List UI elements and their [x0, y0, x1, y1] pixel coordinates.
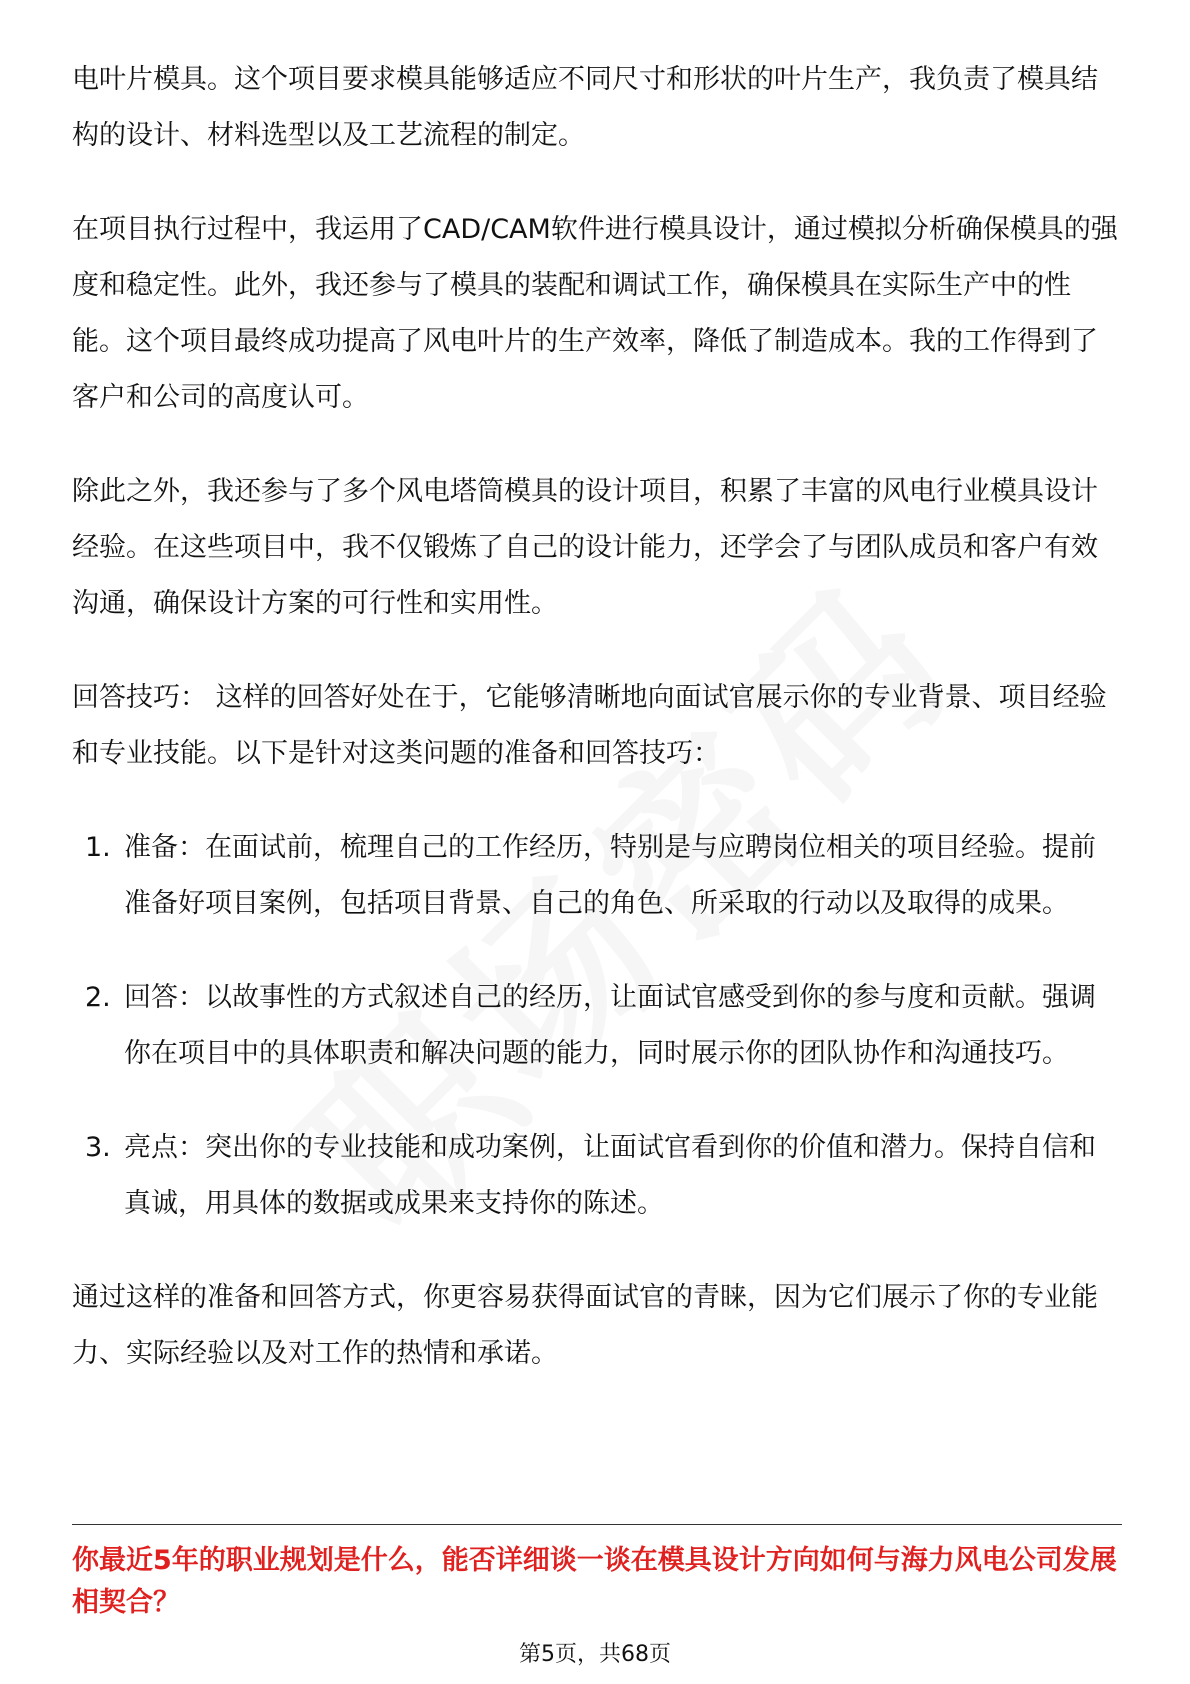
- list-item-text: 亮点：突出你的专业技能和成功案例，让面试官看到你的价值和潜力。保持自信和真诚，用具体的数据或成果来支持你的陈述。: [124, 1132, 1096, 1219]
- tips-list: [72, 820, 1122, 1232]
- paragraph-project-intro: 电叶片模具。这个项目要求模具能够适应不同尺寸和形状的叶片生产，我负责了模具结构的设计、材料选型以及工艺流程的制定。: [72, 64, 1098, 151]
- document-body: [72, 52, 1122, 1420]
- list-item: [72, 1120, 1122, 1232]
- paragraph-conclusion: 通过这样的准备和回答方式，你更容易获得面试官的青睐，因为它们展示了你的专业能力、实际经验以及对工作的热情和承诺。: [72, 1282, 1098, 1369]
- list-item-number: 3.: [85, 1132, 111, 1163]
- list-item-text: 回答：以故事性的方式叙述自己的经历，让面试官感受到你的参与度和贡献。强调你在项目中的具体职责和解决问题的能力，同时展示你的团队协作和沟通技巧。: [124, 982, 1096, 1069]
- page-number-footer: 第5页，共68页: [519, 1642, 671, 1667]
- paragraph-additional-projects: 除此之外，我还参与了多个风电塔筒模具的设计项目，积累了丰富的风电行业模具设计经验。在这些项目中，我不仅锻炼了自己的设计能力，还学会了与团队成员和客户有效沟通，确保设计方案的可行性和实用性。: [72, 476, 1098, 619]
- next-question-heading: 你最近5年的职业规划是什么，能否详细谈一谈在模具设计方向如何与海力风电公司发展相契合？: [72, 1545, 1117, 1618]
- section-divider: [72, 1524, 1122, 1525]
- paragraph-answer-tips: 回答技巧： 这样的回答好处在于，它能够清晰地向面试官展示你的专业背景、项目经验和专业技能。以下是针对这类问题的准备和回答技巧：: [72, 682, 1107, 769]
- list-item-text: 准备：在面试前，梳理自己的工作经历，特别是与应聘岗位相关的项目经验。提前准备好项目案例，包括项目背景、自己的角色、所采取的行动以及取得的成果。: [124, 832, 1096, 919]
- list-item: [72, 970, 1122, 1082]
- list-item-number: 1.: [85, 832, 111, 863]
- list-item-number: 2.: [85, 982, 111, 1013]
- list-item: [72, 820, 1122, 932]
- paragraph-project-execution: 在项目执行过程中，我运用了CAD/CAM软件进行模具设计，通过模拟分析确保模具的强度和稳定性。此外，我还参与了模具的装配和调试工作，确保模具在实际生产中的性能。这个项目最终成功提高了风电叶片的生产效率，降低了制造成本。我的工作得到了客户和公司的高度认可。: [72, 214, 1118, 413]
